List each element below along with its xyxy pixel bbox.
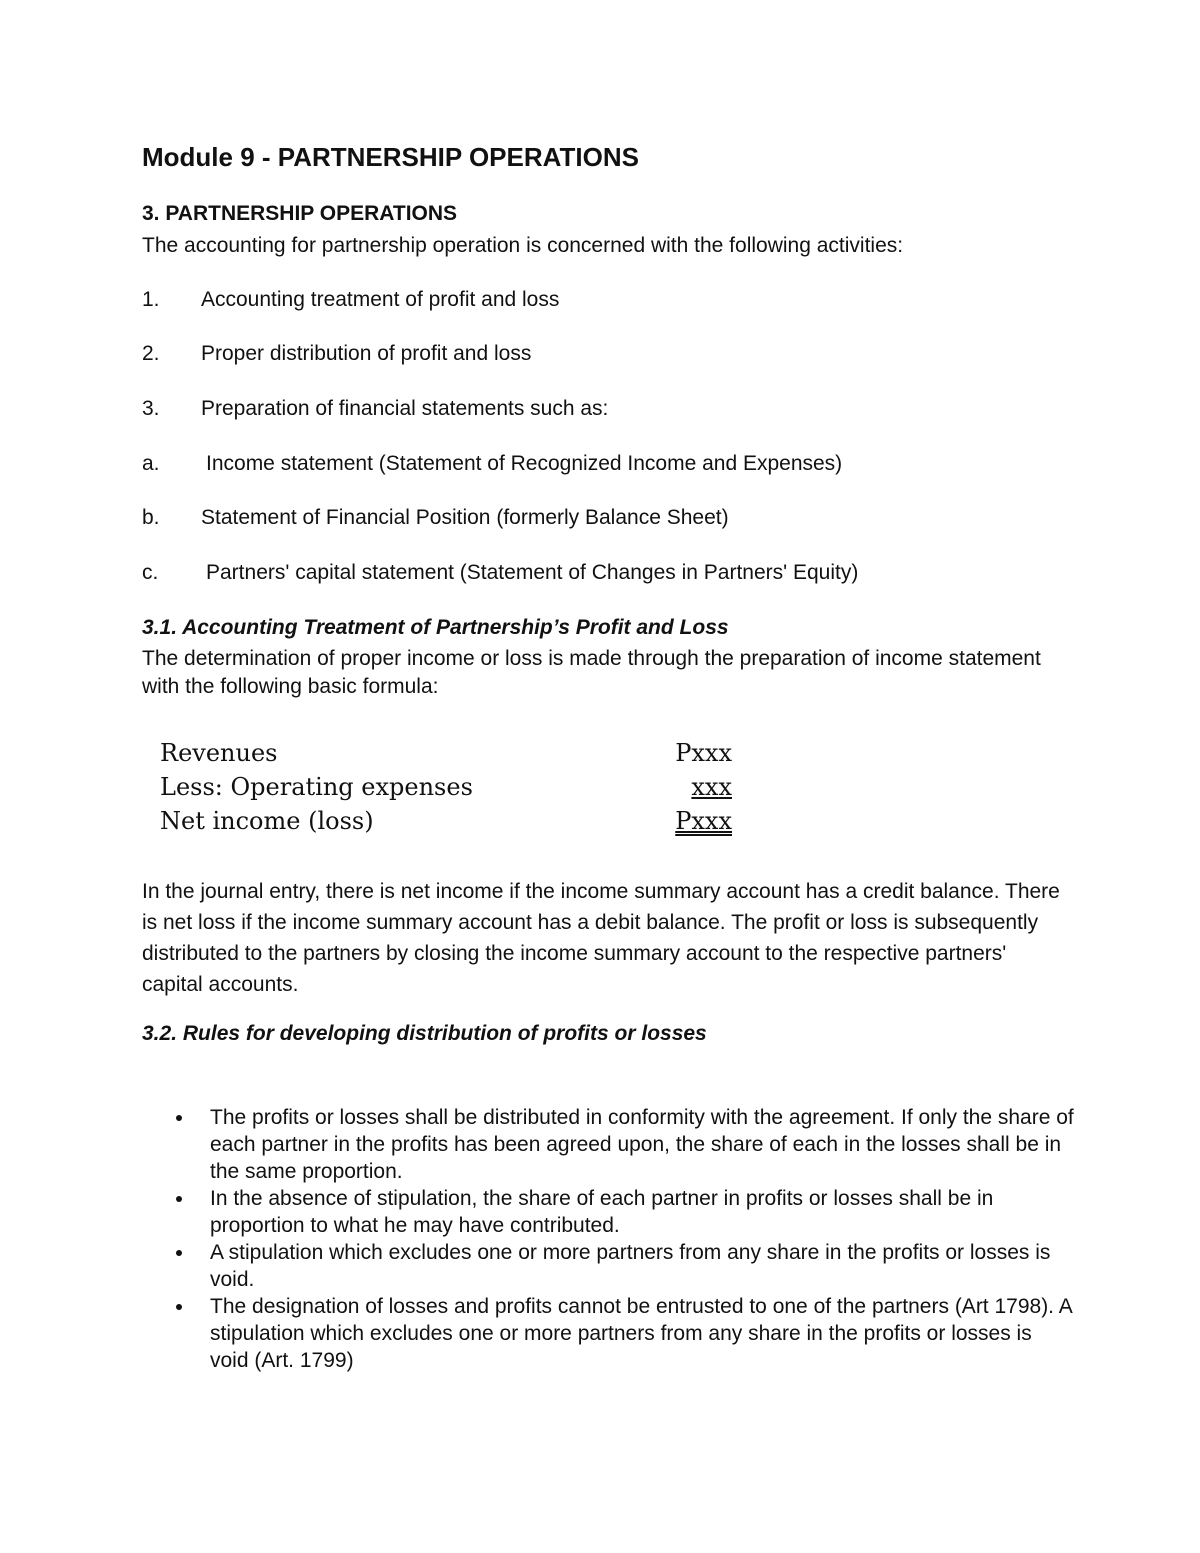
- formula-amount: Pxxx: [675, 739, 732, 767]
- paragraph: In the journal entry, there is net income if the income summary account has a credit balance. There is net loss if the income summary account has a debit balance. The profit or loss is subsequently distributed to the partners by closing the income summary account to the respective partners' capital accounts.: [142, 880, 1060, 996]
- bullet-icon: [176, 1196, 182, 1202]
- bullet-text: A stipulation which excludes one or more partners from any share in the profits or losses is void.: [210, 1241, 1051, 1291]
- formula-row: [160, 770, 760, 804]
- item-text: Proper distribution of profit and loss: [201, 342, 532, 365]
- rules-list: [176, 1104, 1076, 1374]
- intro-text: The accounting for partnership operation is concerned with the following activities:: [142, 234, 904, 257]
- formula-amount: xxx: [691, 773, 732, 801]
- bullet-icon: [176, 1304, 182, 1310]
- item-marker: 2.: [142, 342, 160, 365]
- item-marker: c.: [142, 561, 159, 584]
- item-marker: 1.: [142, 288, 160, 311]
- formula-row: [160, 804, 760, 838]
- list-item: [176, 1104, 1076, 1185]
- item-marker: 3.: [142, 397, 160, 420]
- item-marker: a.: [142, 452, 160, 475]
- bullet-text: In the absence of stipulation, the share of each partner in profits or losses shall be in proportion to what he may have contributed.: [210, 1187, 994, 1237]
- item-text: Partners' capital statement (Statement of Changes in Partners' Equity): [206, 561, 859, 584]
- section-heading: 3. PARTNERSHIP OPERATIONS: [142, 202, 458, 225]
- page-title: Module 9 - PARTNERSHIP OPERATIONS: [142, 142, 639, 172]
- formula-row: [160, 736, 760, 770]
- bullet-text: The profits or losses shall be distributed in conformity with the agreement. If only the share of each partner in the profits has been agreed upon, the share of each in the losses shall be in the same proportion.: [210, 1106, 1074, 1183]
- bullet-icon: [176, 1250, 182, 1256]
- subsection-heading: 3.2. Rules for developing distribution of profits or losses: [142, 1022, 707, 1045]
- bullet-icon: [176, 1115, 182, 1121]
- formula-label: Net income (loss): [160, 807, 374, 835]
- list-item: [176, 1239, 1076, 1293]
- formula-label: Less: Operating expenses: [160, 773, 473, 801]
- formula-label: Revenues: [160, 739, 278, 767]
- item-marker: b.: [142, 506, 160, 529]
- list-item: [176, 1185, 1076, 1239]
- item-text: Income statement (Statement of Recognized Income and Expenses): [206, 452, 843, 475]
- item-text: Preparation of financial statements such as:: [201, 397, 609, 420]
- item-text: Statement of Financial Position (formerly Balance Sheet): [201, 506, 729, 529]
- bullet-text: The designation of losses and profits cannot be entrusted to one of the partners (Art 1798). A stipulation which excludes one or more partners from any share in the profits or losses is void (Art. 1799): [210, 1295, 1072, 1372]
- subsection-heading: 3.1. Accounting Treatment of Partnership’s Profit and Loss: [142, 616, 729, 639]
- income-formula: [160, 736, 760, 838]
- paragraph: The determination of proper income or loss is made through the preparation of income statement with the following basic formula:: [142, 647, 1041, 698]
- formula-amount: Pxxx: [675, 807, 732, 835]
- list-item: [176, 1293, 1076, 1374]
- item-text: Accounting treatment of profit and loss: [201, 288, 560, 311]
